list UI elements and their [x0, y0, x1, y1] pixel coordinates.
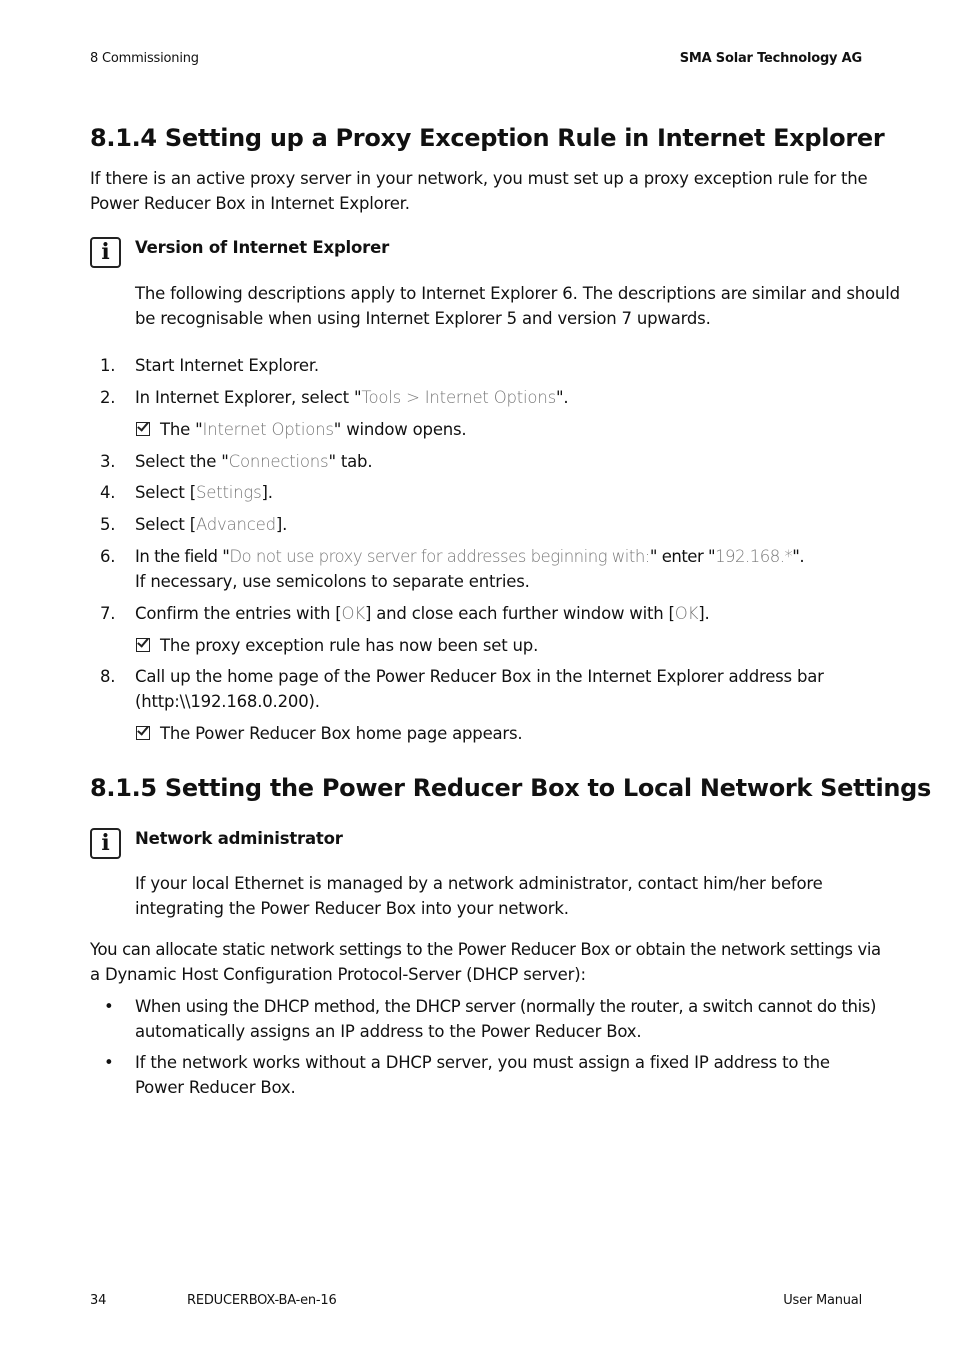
text: Select the "	[135, 452, 229, 471]
checkbox-checked-icon	[136, 638, 150, 652]
step-text	[135, 603, 710, 625]
step-result	[136, 419, 466, 441]
note-text: The following descriptions apply to Internet Explorer 6. The descriptions are similar and should	[135, 284, 900, 303]
bullet-icon: •	[104, 1053, 114, 1072]
note-title: Version of Internet Explorer	[135, 238, 390, 257]
ui-label: OK	[341, 604, 365, 623]
step-result	[136, 723, 522, 745]
note-text: If your local Ethernet is managed by a network administrator, contact him/her before	[135, 874, 823, 893]
text: ] and close each further window with [	[364, 604, 675, 623]
text: ].	[261, 483, 273, 502]
body-text: a Dynamic Host Configuration Protocol-Server (DHCP server):	[90, 965, 586, 984]
step-number: 7.	[100, 604, 116, 623]
bullet-text: Power Reducer Box.	[135, 1078, 296, 1097]
note-text: be recognisable when using Internet Explorer 5 and version 7 upwards.	[135, 309, 711, 328]
step-text: (http:\\192.168.0.200).	[135, 692, 320, 711]
text: " window opens.	[333, 420, 467, 439]
note-title: Network administrator	[135, 829, 343, 848]
step-number: 2.	[100, 388, 116, 407]
ui-label: Connections	[228, 452, 329, 471]
step-text	[135, 514, 287, 536]
ui-label: Internet Options	[202, 420, 334, 439]
intro-text: If there is an active proxy server in your network, you must set up a proxy exception rule for the	[90, 169, 868, 188]
info-icon: i	[90, 237, 121, 268]
footer-doc-id: REDUCERBOX-BA-en-16	[187, 1293, 337, 1308]
step-number: 8.	[100, 667, 116, 686]
step-number: 1.	[100, 356, 116, 375]
step-text	[135, 482, 273, 504]
step-number: 5.	[100, 515, 116, 534]
header-company: SMA Solar Technology AG	[679, 51, 862, 66]
step-text	[135, 546, 804, 568]
ui-label: OK	[674, 604, 699, 623]
step-number: 3.	[100, 452, 116, 471]
text: The "	[160, 420, 203, 439]
text: The Power Reducer Box home page appears.	[160, 724, 523, 743]
checkbox-checked-icon	[136, 726, 150, 740]
info-icon: i	[90, 828, 121, 859]
step-text: Start Internet Explorer.	[135, 356, 319, 375]
intro-text: Power Reducer Box in Internet Explorer.	[90, 194, 410, 213]
text: ].	[698, 604, 710, 623]
step-text	[135, 387, 568, 409]
step-text: If necessary, use semicolons to separate entries.	[135, 572, 530, 591]
section-title-8-1-5: 8.1.5 Setting the Power Reducer Box to Local Network Settings	[90, 774, 932, 802]
bullet-text: automatically assigns an IP address to the Power Reducer Box.	[135, 1022, 642, 1041]
bullet-icon: •	[104, 997, 114, 1016]
text: Select [	[135, 483, 196, 502]
footer-doc-type: User Manual	[783, 1293, 862, 1308]
footer-page-number: 34	[90, 1293, 107, 1308]
body-text: You can allocate static network settings to the Power Reducer Box or obtain the network settings via	[90, 940, 881, 959]
section-title-8-1-4: 8.1.4 Setting up a Proxy Exception Rule in Internet Explorer	[90, 124, 885, 152]
checkbox-checked-icon	[136, 422, 150, 436]
text: " tab.	[328, 452, 373, 471]
ui-label: 192.168.*	[715, 547, 793, 566]
text: In Internet Explorer, select "	[135, 388, 362, 407]
step-result	[136, 635, 538, 657]
bullet-text: If the network works without a DHCP server, you must assign a fixed IP address to the	[135, 1053, 830, 1072]
text: Select [	[135, 515, 196, 534]
text: In the field "	[135, 547, 230, 566]
ui-label: Do not use proxy server for addresses beginning with:	[229, 547, 650, 566]
ui-label: Tools > Internet Options	[361, 388, 556, 407]
step-number: 6.	[100, 547, 116, 566]
text: ".	[792, 547, 805, 566]
note-text: integrating the Power Reducer Box into your network.	[135, 899, 569, 918]
header-chapter: 8 Commissioning	[90, 51, 199, 66]
step-text	[135, 451, 372, 473]
text: Confirm the entries with [	[135, 604, 342, 623]
step-number: 4.	[100, 483, 116, 502]
text: " enter "	[649, 547, 716, 566]
bullet-text: When using the DHCP method, the DHCP server (normally the router, a switch cannot do this)	[135, 997, 877, 1016]
text: The proxy exception rule has now been set up.	[160, 636, 539, 655]
ui-label: Settings	[195, 483, 262, 502]
step-text: Call up the home page of the Power Reducer Box in the Internet Explorer address bar	[135, 667, 824, 686]
text: ".	[555, 388, 569, 407]
ui-label: Advanced	[195, 515, 276, 534]
text: ].	[275, 515, 288, 534]
